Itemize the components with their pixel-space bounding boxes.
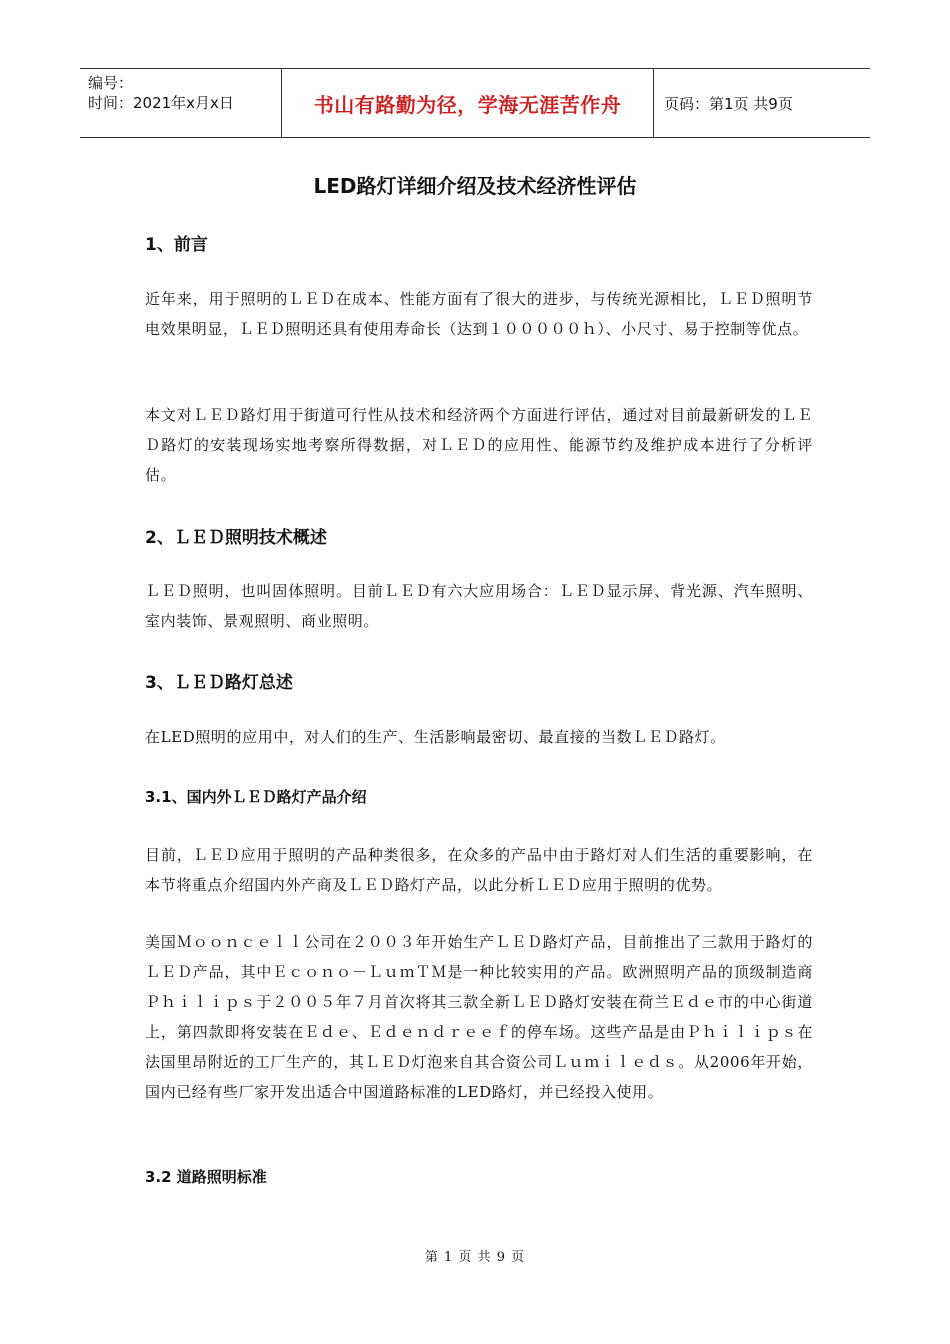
header-motto: 书山有路勤为径，学海无涯苦作舟 bbox=[281, 69, 654, 137]
section-3-1-paragraph-1: 目前，ＬＥＤ应用于照明的产品种类很多，在众多的产品中由于路灯对人们生活的重要影响，在本节将重点介绍国内外产商及ＬＥＤ路灯产品，以此分析ＬＥＤ应用于照明的优势。 bbox=[145, 846, 813, 894]
section-3-2-heading: 3.2 道路照明标准 bbox=[145, 1168, 267, 1186]
section-2-paragraph-1: ＬＥＤ照明，也叫固体照明。目前ＬＥＤ有六大应用场合：ＬＥＤ显示屏、背光源、汽车照明、室内装饰、景观照明、商业照明。 bbox=[145, 582, 813, 630]
section-3-heading: 3、ＬＥＤ路灯总述 bbox=[145, 673, 293, 693]
section-3-1-heading: 3.1、国内外ＬＥＤ路灯产品介绍 bbox=[145, 788, 367, 806]
page-footer: 第 1 页 共 9 页 bbox=[424, 1250, 526, 1265]
section-3-paragraph-1: 在LED照明的应用中，对人们的生产、生活影响最密切、最直接的当数ＬＥＤ路灯。 bbox=[145, 728, 726, 746]
number-label: 编号： bbox=[88, 74, 134, 92]
section-2-heading: 2、ＬＥＤ照明技术概述 bbox=[145, 528, 327, 548]
header-page-code: 页码：第1页 共9页 bbox=[664, 94, 793, 113]
document-header bbox=[80, 68, 870, 138]
header-info-cell bbox=[80, 69, 281, 137]
section-3-1-paragraph-2: 美国Ｍｏｏｎｃｅｌｌ公司在２００３年开始生产ＬＥＤ路灯产品，目前推出了三款用于路灯的ＬＥＤ产品，其中Ｅｃｏｎｏ－ＬｕｍＴＭ是一种比较实用的产品。欧洲照明产品的顶级制造商Ｐｈｉｌｉｐｓ于２００５年７月首次将其三款全新ＬＥＤ路灯安装在荷兰Ｅｄｅ市的中心街道上，第四款即将安装在Ｅｄｅ、Ｅｄｅｎｄｒｅｅｆ的停车场。这些产品是由Ｐｈｉｌｉｐｓ在法国里昂附近的工厂生产的，其ＬＥＤ灯泡来自其合资公司Ｌｕｍｉｌｅｄｓ。从2006年开始，国内已经有些厂家开发出适合中国道路标准的LED路灯，并已经投入使用。 bbox=[145, 933, 813, 1101]
section-1-paragraph-2: 本文对ＬＥＤ路灯用于街道可行性从技术和经济两个方面进行评估，通过对目前最新研发的ＬＥＤ路灯的安装现场实地考察所得数据，对ＬＥＤ的应用性、能源节约及维护成本进行了分析评估。 bbox=[145, 406, 813, 484]
date-label: 时间：2021年x月x日 bbox=[88, 94, 234, 112]
section-1-paragraph-1: 近年来，用于照明的ＬＥＤ在成本、性能方面有了很大的进步，与传统光源相比，ＬＥＤ照明节电效果明显，ＬＥＤ照明还具有使用寿命长（达到１０００００ｈ）、小尺寸、易于控制等优点。 bbox=[145, 290, 813, 338]
section-1-heading: 1、前言 bbox=[145, 235, 208, 255]
document-title: LED路灯详细介绍及技术经济性评估 bbox=[313, 174, 637, 198]
